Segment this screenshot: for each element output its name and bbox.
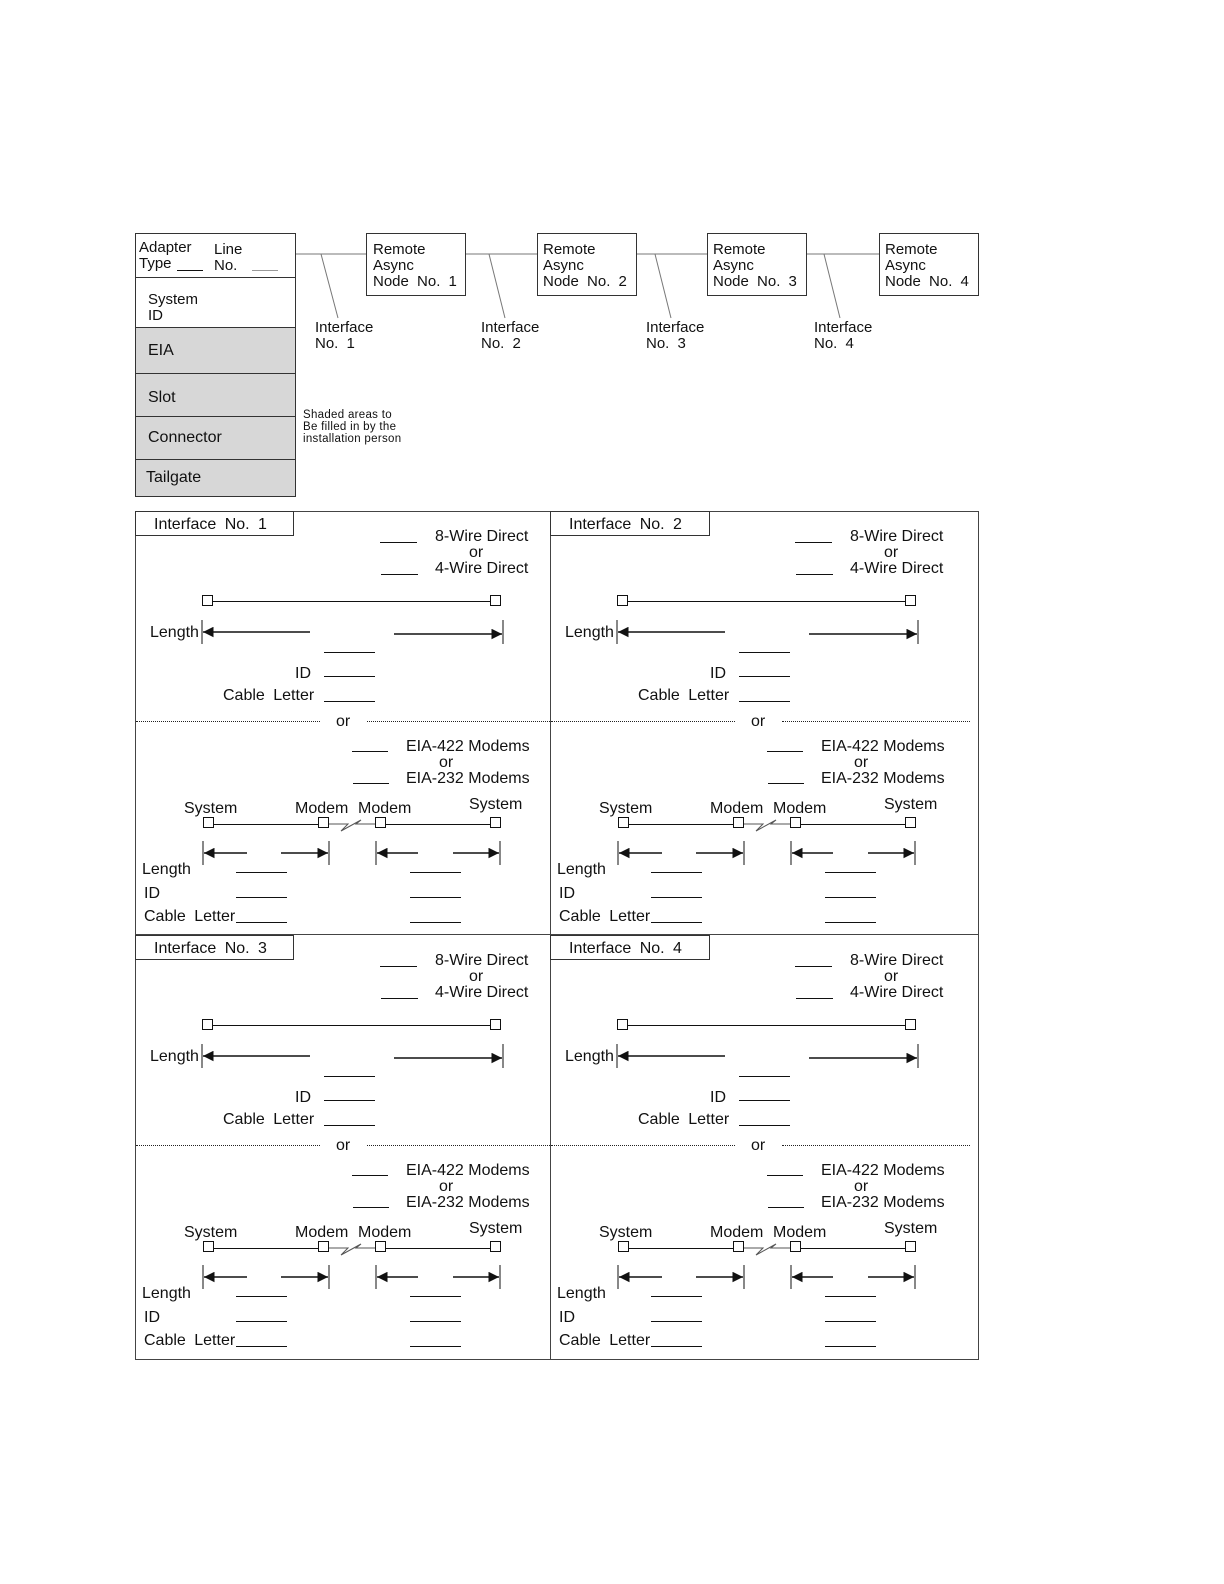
- panel-1-direct-cable-label: Cable Letter: [223, 687, 315, 704]
- line-no-label: Line No.: [214, 241, 243, 274]
- remote-node-1-label: Remote Async Node No. 1: [373, 241, 457, 290]
- panel-1-title: Interface No. 1: [154, 516, 267, 533]
- interface-label-2: Interface No. 2: [481, 319, 540, 352]
- panel-4-modem-cable-label: Cable Letter: [559, 1332, 651, 1349]
- panel-4-title: Interface No. 4: [569, 940, 682, 957]
- panel-3-direct-cable-label: Cable Letter: [223, 1111, 315, 1128]
- adapter-type-label: Adapter Type: [139, 239, 192, 272]
- panel-2-direct-length-label: Length: [565, 624, 614, 641]
- panel-1-direct-length-label: Length: [150, 624, 199, 641]
- panel-1-modem-length-label: Length: [142, 861, 191, 878]
- panel-1-8wire-label: 8-Wire Direct: [435, 528, 529, 545]
- panel-2-direct-id-label: ID: [710, 665, 726, 682]
- interface-label-4: Interface No. 4: [814, 319, 873, 352]
- panel-4-modem-left: Modem: [710, 1224, 764, 1241]
- panel-2-or-1: or: [884, 544, 899, 561]
- system-id-label: System ID: [148, 291, 199, 324]
- panel-1-direct-id-label: ID: [295, 665, 311, 682]
- panel-4-direct-length-label: Length: [565, 1048, 614, 1065]
- panel-1-modem-link: [329, 820, 375, 831]
- panel-4-modem-right: Modem: [773, 1224, 827, 1241]
- panel-3-direct-length-label: Length: [150, 1048, 199, 1065]
- panel-2-modem-right: Modem: [773, 800, 827, 817]
- panel-2-modem-left: Modem: [710, 800, 764, 817]
- panel-2-4wire-label: 4-Wire Direct: [850, 560, 944, 577]
- panel-4-8wire-label: 8-Wire Direct: [850, 952, 944, 969]
- panel-3-8wire-label: 8-Wire Direct: [435, 952, 529, 969]
- panel-3-title: Interface No. 3: [154, 940, 267, 957]
- panel-4-modem-link: [744, 1244, 790, 1255]
- slot-label: Slot: [148, 389, 176, 406]
- panel-2-system-left: System: [599, 800, 653, 817]
- remote-node-4-label: Remote Async Node No. 4: [885, 241, 969, 290]
- panel-4-eia422-label: EIA-422 Modems: [821, 1162, 945, 1179]
- panel-4-system-left: System: [599, 1224, 653, 1241]
- panel-2-eia422-label: EIA-422 Modems: [821, 738, 945, 755]
- panel-3-direct-id-label: ID: [295, 1089, 311, 1106]
- eia-label: EIA: [148, 342, 174, 359]
- panel-4-eia232-label: EIA-232 Modems: [821, 1194, 945, 1211]
- panel-2-modem-id-label: ID: [559, 885, 575, 902]
- panel-1-or-2: or: [336, 713, 351, 730]
- panel-3-modem-length-label: Length: [142, 1285, 191, 1302]
- panel-2-or-3: or: [854, 754, 869, 771]
- panel-2-title: Interface No. 2: [569, 516, 682, 533]
- panel-3-eia232-label: EIA-232 Modems: [406, 1194, 530, 1211]
- panel-1-eia232-label: EIA-232 Modems: [406, 770, 530, 787]
- panel-2-modem-length-label: Length: [557, 861, 606, 878]
- interface-label-1: Interface No. 1: [315, 319, 374, 352]
- tailgate-label: Tailgate: [146, 469, 202, 486]
- panel-4-or-2: or: [751, 1137, 766, 1154]
- panel-3-modem-id-label: ID: [144, 1309, 160, 1326]
- panel-4-4wire-label: 4-Wire Direct: [850, 984, 944, 1001]
- panel-3-eia422-label: EIA-422 Modems: [406, 1162, 530, 1179]
- panel-1-or-3: or: [439, 754, 454, 771]
- panel-1-system-right: System: [469, 796, 523, 813]
- panel-1-modem-right: Modem: [358, 800, 412, 817]
- interface-label-3: Interface No. 3: [646, 319, 705, 352]
- panel-4-modem-length-label: Length: [557, 1285, 606, 1302]
- panel-3-modem-cable-label: Cable Letter: [144, 1332, 236, 1349]
- panel-3-system-left: System: [184, 1224, 238, 1241]
- panel-1-system-left: System: [184, 800, 238, 817]
- panel-2-8wire-label: 8-Wire Direct: [850, 528, 944, 545]
- panel-1-modem-id-label: ID: [144, 885, 160, 902]
- panel-3-modem-right: Modem: [358, 1224, 412, 1241]
- panel-3-system-right: System: [469, 1220, 523, 1237]
- panel-2-modem-link: [744, 820, 790, 831]
- panel-3-modem-link: [329, 1244, 375, 1255]
- panel-1-or-1: or: [469, 544, 484, 561]
- panel-4-direct-cable-label: Cable Letter: [638, 1111, 730, 1128]
- shaded-areas-note: Shaded areas to Be filled in by the installation person: [303, 409, 402, 445]
- panel-3-modem-left: Modem: [295, 1224, 349, 1241]
- panel-2-system-right: System: [884, 796, 938, 813]
- panel-4-direct-id-label: ID: [710, 1089, 726, 1106]
- panel-4-modem-id-label: ID: [559, 1309, 575, 1326]
- remote-node-3-label: Remote Async Node No. 3: [713, 241, 797, 290]
- panel-2-modem-cable-label: Cable Letter: [559, 908, 651, 925]
- connector-label: Connector: [148, 429, 222, 446]
- panel-2-or-2: or: [751, 713, 766, 730]
- panel-3-or-2: or: [336, 1137, 351, 1154]
- panel-4-or-3: or: [854, 1178, 869, 1195]
- panel-1-modem-left: Modem: [295, 800, 349, 817]
- remote-node-2-label: Remote Async Node No. 2: [543, 241, 627, 290]
- panel-1-4wire-label: 4-Wire Direct: [435, 560, 529, 577]
- panel-3-4wire-label: 4-Wire Direct: [435, 984, 529, 1001]
- panel-3-or-1: or: [469, 968, 484, 985]
- panel-1-eia422-label: EIA-422 Modems: [406, 738, 530, 755]
- panel-4-system-right: System: [884, 1220, 938, 1237]
- panel-2-eia232-label: EIA-232 Modems: [821, 770, 945, 787]
- panel-2-direct-cable-label: Cable Letter: [638, 687, 730, 704]
- panel-4-or-1: or: [884, 968, 899, 985]
- panel-1-modem-cable-label: Cable Letter: [144, 908, 236, 925]
- panel-3-or-3: or: [439, 1178, 454, 1195]
